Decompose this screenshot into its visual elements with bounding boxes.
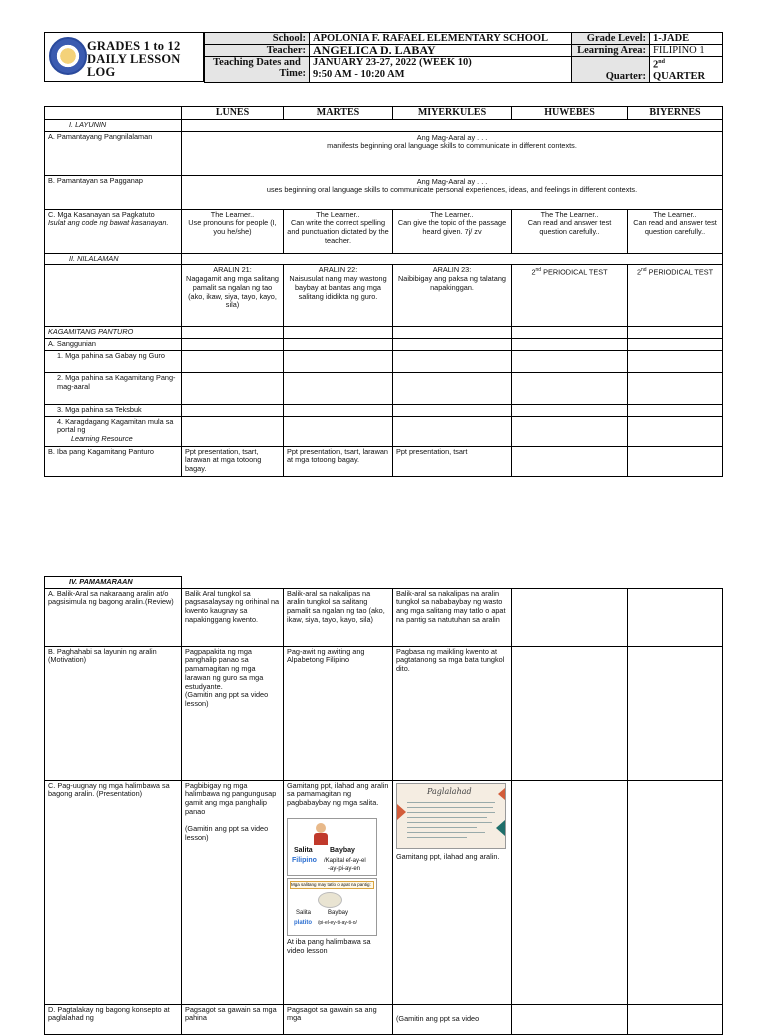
plate-icon (318, 892, 342, 908)
empty-cell (284, 404, 393, 416)
text-line (407, 837, 467, 838)
slide-word-filipino: Filipino (292, 856, 317, 864)
grade-value: 1-JADE (650, 33, 723, 45)
biyernes-test-label: PERIODICAL TEST (646, 267, 714, 277)
pantig-slide-image (287, 878, 377, 936)
empty-cell (628, 327, 723, 339)
teacher-body-icon (314, 833, 328, 845)
empty-cell (512, 416, 628, 446)
pamamaraan-table (44, 576, 723, 1035)
empty-cell (628, 588, 723, 646)
empty-cell (512, 646, 628, 780)
pagtalakay-martes: Pagsagot sa gawain sa ang mga (284, 1004, 393, 1034)
paghahabi-martes: Pag-awit ng awiting ang Alpabetong Filipino (284, 646, 393, 780)
row-label-gabay-ng-guro: 1. Mga pahina sa Gabay ng Guro (45, 350, 182, 372)
empty-cell (628, 780, 723, 1004)
pag-uugnay-martes-text: Gamitang ppt, ilahad ang aralin sa pamamagitan ng pagbabaybay ng mga salita. (287, 780, 389, 808)
day-header-row (45, 107, 723, 120)
title-line-2: DAILY LESSON LOG (87, 52, 181, 79)
decor-triangle-icon (498, 788, 505, 800)
empty-cell (512, 588, 628, 646)
empty-cell (393, 372, 512, 404)
empty-cell (182, 339, 284, 351)
paghahabi-miyerkules: Pagbasa ng maikling kwento at pagtatanong sa mga bata tungkol dito. (393, 646, 512, 780)
empty-cell (628, 372, 723, 404)
empty-cell (393, 339, 512, 351)
empty-cell (182, 404, 284, 416)
quarter-value (650, 57, 723, 83)
section-nilalaman: II. NILALAMAN (45, 253, 182, 265)
deped-seal-icon (49, 37, 87, 75)
slide-word-platito: platito (294, 919, 312, 926)
empty-cell (45, 265, 182, 327)
paglalahad-slide-image (396, 783, 506, 849)
slide-spelling-1: /Kapital ef-ay-el (324, 857, 366, 864)
kasanayan-martes: The Learner.. Can write the correct spelling and punctuation dictated by the teacher. (284, 209, 393, 253)
empty-cell (182, 253, 723, 265)
empty-cell (393, 327, 512, 339)
kasanayan-label: C. Mga Kasanayan sa Pagkatuto (48, 209, 155, 219)
dates-label-line-2: Time: (279, 68, 306, 79)
section-pamamaraan: IV. PAMAMARAAN (45, 577, 182, 589)
empty-cell (628, 350, 723, 372)
balik-aral-lunes: Balik Aral tungkol sa pagsasalaysay ng orihinal na kwento kaugnay sa napakinggang kwento. (182, 588, 284, 646)
empty-cell (182, 372, 284, 404)
dates-value-2: 9:50 AM - 10:20 AM (310, 69, 572, 82)
empty-cell (393, 416, 512, 446)
empty-cell (628, 404, 723, 416)
nilalaman-huwebes (512, 265, 628, 327)
empty-cell (284, 416, 393, 446)
learning-resource-text: Learning Resource (71, 433, 133, 443)
row-label-paghahabi: B. Paghahabi sa layunin ng aralin (Motivation) (45, 646, 182, 780)
row-label-pamantayan-sa-pagganap: B. Pamantayan sa Pagganap (45, 175, 182, 209)
huwebes-test-number: 2 (531, 267, 536, 277)
slide-word-baybay: Baybay (330, 846, 355, 854)
section-layunin: I. LAYUNIN (45, 120, 182, 132)
school-value: APOLONIA F. RAFAEL ELEMENTARY SCHOOL (310, 33, 572, 45)
pag-uugnay-martes-after: At iba pang halimbawa sa video lesson (287, 936, 371, 955)
row-label-pang-mag-aaral: 2. Mga pahina sa Kagamitang Pang-mag-aaral (45, 372, 182, 404)
pangnilalaman-line-1: Ang Mag-Aaral ay . . . (416, 132, 488, 142)
empty-cell (628, 646, 723, 780)
empty-cell (628, 339, 723, 351)
kasanayan-sublabel: Isulat ang code ng bawat kasanayan. (48, 218, 169, 228)
lesson-plan-table (44, 106, 723, 477)
empty-cell (512, 372, 628, 404)
grade-label: Grade Level: (572, 33, 650, 45)
iba-pang-kagamitan-martes: Ppt presentation, tsart, larawan at mga totoong bagay. (284, 446, 393, 476)
day-header-lunes: LUNES (182, 107, 284, 120)
kasanayan-lunes: The Learner.. Use pronouns for people (I, you he/she) (182, 209, 284, 253)
nilalaman-martes: ARALIN 22: Naisusulat nang may wastong baybay at bantas ang mga salitang ididikta ng guro. (284, 265, 393, 327)
huwebes-test-suffix: nd (535, 267, 542, 274)
row-label-sanggunian: A. Sanggunian (45, 339, 182, 351)
empty-cell (182, 350, 284, 372)
empty-cell (182, 416, 284, 446)
paghahabi-lunes: Pagpapakita ng mga panghalip panao sa pamamagitan ng mga larawan ng guro sa mga estudyante. (Gamitin ang ppt sa video lesson) (182, 646, 284, 780)
teacher-label: Teacher: (205, 45, 310, 57)
empty-cell (512, 780, 628, 1004)
row-label-pamantayang-pangnilalaman: A. Pamantayang Pangnilalaman (45, 131, 182, 175)
text-line (407, 817, 487, 818)
slide-spelling-2: -ay-pi-ay-en (328, 865, 361, 872)
balik-aral-miyerkules: Balik-aral sa nakalipas na aralin tungkol sa nababaybay ng wasto ang mga salitang may tatlo o apat na pantig sa natutuhan sa aralin (393, 588, 512, 646)
biyernes-test-suffix: nd (641, 267, 647, 274)
row-label-kasanayan (45, 209, 182, 253)
quarter-number: 2 (653, 59, 659, 71)
text-line (407, 827, 477, 828)
day-header-huwebes: HUWEBES (512, 107, 628, 120)
pamantayan-sa-pagganap-content (182, 175, 723, 209)
decor-triangle-icon (397, 804, 406, 820)
teacher-value: ANGELICA D. LABAY (310, 45, 572, 57)
empty-cell (628, 1004, 723, 1034)
empty-cell (512, 339, 628, 351)
empty-cell (628, 416, 723, 446)
area-value: FILIPINO 1 (650, 45, 723, 57)
empty-cell (284, 350, 393, 372)
pag-uugnay-lunes: Pagbibigay ng mga halimbawa ng pangungusap gamit ang mga panghalip panao (Gamitin ang ppt sa video lesson) (182, 780, 284, 1004)
title-line-1: GRADES 1 to 12 (87, 39, 181, 53)
empty-cell (284, 339, 393, 351)
nilalaman-lunes: ARALIN 21: Nagagamit ang mga salitang pamalit sa ngalan ng tao (ako, ikaw, siya, tayo, kayo, sila) (182, 265, 284, 327)
row-label-pag-uugnay: C. Pag-uugnay ng mga halimbawa sa bagong aralin. (Presentation) (45, 780, 182, 1004)
slide-heading: Mga salitang may tatlo o apat na pantig: (290, 881, 374, 889)
decor-triangle-icon (496, 820, 505, 836)
empty-cell (512, 327, 628, 339)
pagtalakay-lunes: Pagsagot sa gawain sa mga pahina (182, 1004, 284, 1034)
document-title (87, 40, 203, 79)
header-info-table (204, 32, 723, 83)
empty-cell (182, 577, 723, 589)
slide-title-paglalahad: Paglalahad (427, 786, 472, 796)
empty-cell (628, 446, 723, 476)
text-line (407, 812, 495, 813)
huwebes-test-label: PERIODICAL TEST (541, 267, 608, 277)
quarter-suffix: nd (658, 59, 665, 65)
empty-cell (512, 1004, 628, 1034)
section-kagamitang-panturo: KAGAMITANG PANTURO (45, 327, 182, 339)
pag-uugnay-miyerkules (393, 780, 512, 1004)
pagganap-line-2: uses beginning oral language skills to communicate personal experiences, ideas, and feelings in different contexts. (266, 185, 638, 195)
dates-label (205, 57, 310, 83)
empty-cell (393, 350, 512, 372)
kasanayan-miyerkules: The Learner.. Can give the topic of the passage heard given. 7j/ zv (393, 209, 512, 253)
dates-value-1: JANUARY 23-27, 2022 (WEEK 10) (310, 57, 572, 70)
pamantayang-pangnilalaman-content (182, 131, 723, 175)
iba-pang-kagamitan-miyerkules: Ppt presentation, tsart (393, 446, 512, 476)
text-line (407, 807, 493, 808)
nilalaman-biyernes (628, 265, 723, 327)
slide-spelling-platito: /pi-el-ey-ti-ay-ti-o/ (318, 919, 357, 926)
slide-word-salita: Salita (294, 846, 313, 854)
empty-cell (393, 404, 512, 416)
blank-header-cell (45, 107, 182, 120)
area-label: Learning Area: (572, 45, 650, 57)
row-label-iba-pang-kagamitan: B. Iba pang Kagamitang Panturo (45, 446, 182, 476)
header-logo-block (44, 32, 204, 82)
quarter-label: Quarter: (572, 57, 650, 83)
empty-cell (284, 327, 393, 339)
slide-word-baybay-2: Baybay (328, 909, 349, 916)
pagtalakay-miyerkules: (Gamitin ang ppt sa video (393, 1004, 512, 1034)
pag-uugnay-martes (284, 780, 393, 1004)
balik-aral-martes: Balik-aral sa nakalipas na aralin tungkol sa salitang pamalit sa ngalan ng tao (ako, ikaw, siya, tayo, kayo, sila) (284, 588, 393, 646)
baybay-slide-image (287, 818, 377, 876)
nilalaman-miyerkules: ARALIN 23: Naibibigay ang paksa ng talatang napakinggan. (393, 265, 512, 327)
empty-cell (512, 350, 628, 372)
kasanayan-huwebes: The The Learner.. Can read and answer test question carefully.. (512, 209, 628, 253)
school-label: School: (205, 33, 310, 45)
pagganap-line-1: Ang Mag-Aaral ay . . . (416, 176, 488, 186)
day-header-martes: MARTES (284, 107, 393, 120)
row-label-pagtalakay: D. Pagtalakay ng bagong konsepto at paglalahad ng (45, 1004, 182, 1034)
biyernes-test-number: 2 (636, 267, 641, 277)
empty-cell (512, 446, 628, 476)
row-label-karagdagang-kagamitan (45, 416, 182, 446)
row-label-teksbuk: 3. Mga pahina sa Teksbuk (45, 404, 182, 416)
row-label-balik-aral: A. Balik-Aral sa nakaraang aralin at/o pagsisimula ng bagong aralin.(Review) (45, 588, 182, 646)
empty-cell (284, 372, 393, 404)
empty-cell (182, 327, 284, 339)
karagdagang-kagamitan-text: 4. Karagdagang Kagamitan mula sa portal ng (57, 416, 174, 435)
text-line (407, 832, 485, 833)
pag-uugnay-miyerkules-text: Gamitang ppt, ilahad ang aralin. (396, 851, 500, 861)
empty-cell (512, 404, 628, 416)
day-header-biyernes: BIYERNES (628, 107, 723, 120)
text-line (407, 822, 492, 823)
quarter-word: QUARTER (653, 70, 706, 82)
teacher-figure-icon (316, 823, 326, 833)
text-line (407, 802, 495, 803)
day-header-miyerkules: MIYERKULES (393, 107, 512, 120)
pangnilalaman-line-2: manifests beginning oral language skills to communicate in different contexts. (327, 141, 577, 151)
kasanayan-biyernes: The Learner.. Can read and answer test question carefully.. (628, 209, 723, 253)
empty-cell (182, 120, 723, 132)
slide-word-salita-2: Salita (296, 909, 312, 916)
iba-pang-kagamitan-lunes: Ppt presentation, tsart, larawan at mga totoong bagay. (182, 446, 284, 476)
dates-label-line-1: Teaching Dates and (213, 57, 301, 68)
